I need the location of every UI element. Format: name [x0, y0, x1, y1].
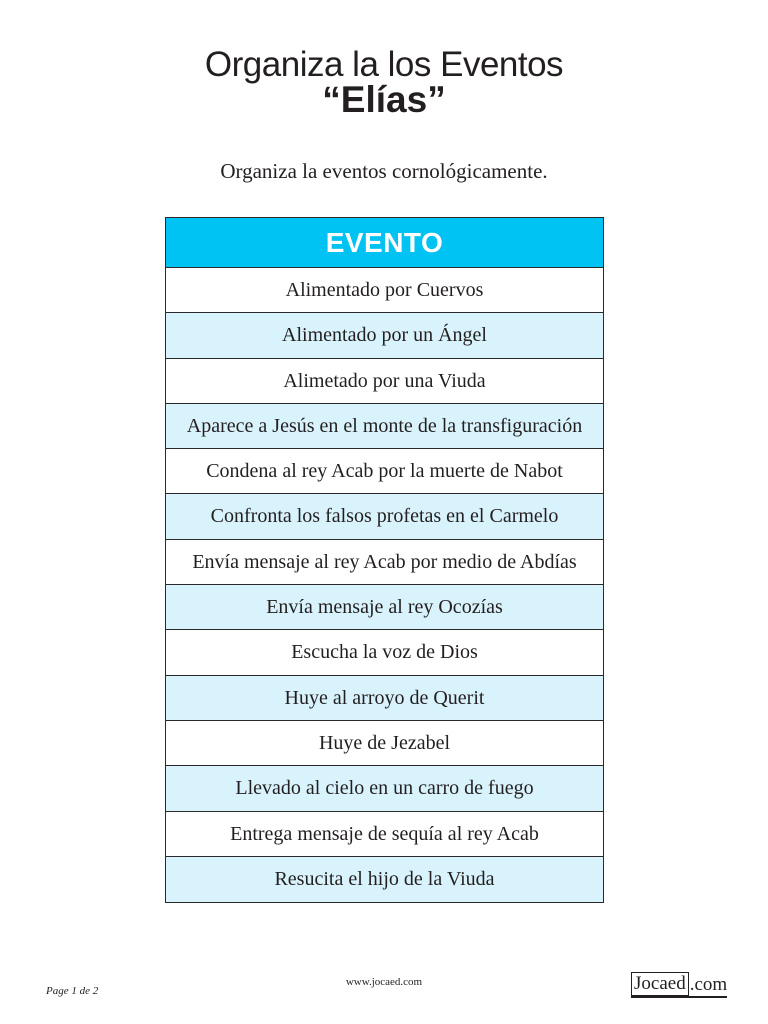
table-row: Escucha la voz de Dios	[166, 630, 603, 675]
table-row: Aparece a Jesús en el monte de la transfiguración	[166, 404, 603, 449]
table-row: Huye de Jezabel	[166, 721, 603, 766]
jocaed-logo	[631, 970, 727, 998]
page-number: Page 1 de 2	[46, 985, 99, 997]
logo-main: Jocaed	[631, 972, 689, 996]
page-subtitle: “Elías”	[322, 79, 446, 120]
page-title: Organiza la los Eventos	[204, 45, 564, 84]
table-row: Envía mensaje al rey Acab por medio de Abdías	[166, 540, 603, 585]
footer-url[interactable]: www.jocaed.com	[345, 976, 423, 988]
table-row: Confronta los falsos profetas en el Carmelo	[166, 494, 603, 539]
table-row: Alimentado por Cuervos	[166, 268, 603, 313]
events-table	[165, 217, 604, 903]
table-row: Entrega mensaje de sequía al rey Acab	[166, 812, 603, 857]
table-row: Condena al rey Acab por la muerte de Nabot	[166, 449, 603, 494]
logo-suffix: .com	[689, 974, 728, 995]
table-row: Alimentado por un Ángel	[166, 313, 603, 358]
table-header: EVENTO	[166, 218, 603, 268]
table-row: Alimetado por una Viuda	[166, 359, 603, 404]
instruction-text: Organiza la eventos cornológicamente.	[220, 159, 548, 183]
table-row: Resucita el hijo de la Viuda	[166, 857, 603, 902]
table-row: Envía mensaje al rey Ocozías	[166, 585, 603, 630]
table-row: Llevado al cielo en un carro de fuego	[166, 766, 603, 811]
table-row: Huye al arroyo de Querit	[166, 676, 603, 721]
